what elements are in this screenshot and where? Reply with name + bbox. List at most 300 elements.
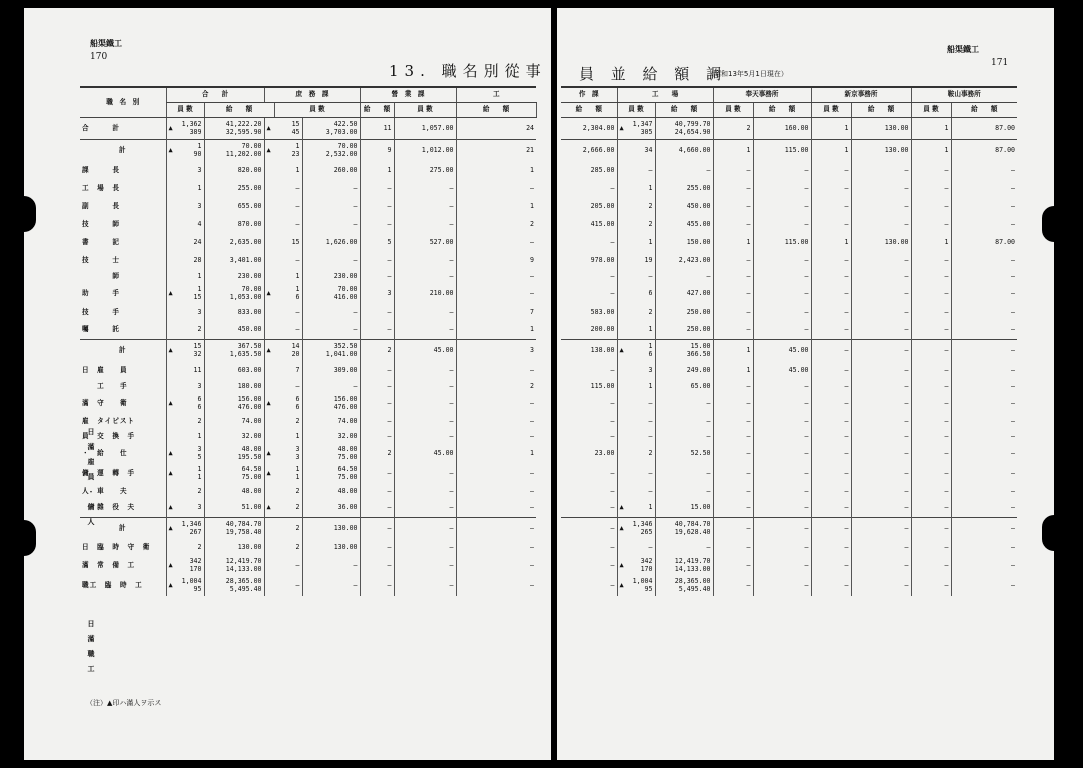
count-cell: — [295, 201, 300, 210]
count-cell: 11 [193, 365, 202, 374]
amount-cell: — [851, 162, 911, 180]
amount-cell: 130.00 [204, 540, 264, 556]
count-cell: 1 6 [295, 284, 300, 301]
amount-cell: — [394, 380, 456, 394]
count-cell: 7 [456, 304, 536, 322]
amount-cell: — [302, 198, 360, 216]
manchurian-marker: ▲ [617, 118, 627, 140]
amount-cell: 48.00 [204, 484, 264, 500]
count-cell: 1 [456, 322, 536, 340]
count-cell: — [295, 219, 300, 228]
left-data-table [80, 86, 536, 596]
count-cell: 28 [193, 255, 202, 264]
count-cell: — [360, 180, 394, 198]
amount-cell: 260.00 [302, 162, 360, 180]
amount-cell: 12,419.70 14,133.00 [655, 556, 713, 576]
amount-cell: — [851, 484, 911, 500]
amount-cell: — [610, 288, 615, 297]
count-cell: — [295, 381, 300, 390]
count-cell: — [456, 234, 536, 252]
group-header-factory: 工 場 [617, 87, 713, 103]
job-title-cell: 計 [80, 140, 166, 162]
group-header-works-dept: 作 課 [561, 87, 617, 103]
manchurian-marker: ▲ [166, 118, 176, 140]
amount-cell: — [851, 540, 911, 556]
table-row [561, 362, 1017, 380]
table-row [561, 322, 1017, 340]
manchurian-marker: ▲ [264, 140, 274, 162]
count-cell: — [648, 398, 653, 407]
amount-cell: 74.00 [302, 414, 360, 430]
table-row [561, 252, 1017, 270]
count-cell: 2 [456, 216, 536, 234]
manchurian-marker [264, 518, 274, 540]
amount-cell: — [951, 464, 1017, 484]
count-cell: — [295, 325, 300, 334]
manchurian-marker: ▲ [264, 118, 274, 140]
count-cell: 2 [197, 542, 202, 551]
amount-cell: 130.00 [851, 140, 911, 162]
table-row [561, 430, 1017, 444]
count-cell: — [360, 198, 394, 216]
page-header: 船渠鐵工 [947, 45, 979, 54]
count-cell: 2 [295, 503, 300, 512]
amount-cell: — [951, 414, 1017, 430]
table-row [561, 270, 1017, 284]
count-cell: 1 [197, 271, 202, 280]
count-cell: 1 [360, 162, 394, 180]
table-row [561, 304, 1017, 322]
amount-cell: — [655, 270, 713, 284]
count-cell: — [811, 414, 851, 430]
count-cell: — [811, 380, 851, 394]
count-cell: — [360, 216, 394, 234]
amount-cell: — [394, 322, 456, 340]
manchurian-marker: ▲ [264, 340, 274, 362]
page-number: 170 [90, 52, 108, 62]
manchurian-marker [264, 322, 274, 340]
amount-cell: — [753, 500, 811, 518]
count-cell: — [648, 271, 653, 280]
table-row [561, 198, 1017, 216]
amount-cell: 130.00 [851, 234, 911, 252]
count-cell: 2 [295, 486, 300, 495]
amount-cell: 52.50 [655, 444, 713, 464]
amount-cell: — [951, 576, 1017, 596]
page-title: 13. 職名別從事 [389, 62, 547, 80]
count-cell: 1,346 265 [627, 518, 655, 540]
amount-cell: 870.00 [204, 216, 264, 234]
count-cell: 2 [360, 340, 394, 362]
count-cell: — [648, 165, 653, 174]
amount-cell: — [302, 380, 360, 394]
amount-cell: — [655, 394, 713, 414]
subheader: 員 數 [911, 103, 951, 118]
table-row [561, 118, 1017, 140]
table-row [80, 518, 536, 540]
manchurian-marker: ▲ [166, 284, 176, 304]
subheader: 給 額 [851, 103, 911, 118]
amount-cell: — [851, 518, 911, 540]
table-row [561, 556, 1017, 576]
amount-cell: 156.00 476.00 [302, 394, 360, 414]
manchurian-marker [264, 234, 274, 252]
amount-cell: — [951, 540, 1017, 556]
manchurian-marker: ▲ [264, 500, 274, 518]
amount-cell: 64.50 75.00 [204, 464, 264, 484]
amount-cell: 87.00 [951, 118, 1017, 140]
side-group-label: 日滿雇員・傭人 [87, 428, 95, 533]
manchurian-marker [166, 430, 176, 444]
table-row [561, 464, 1017, 484]
amount-cell: 87.00 [951, 234, 1017, 252]
amount-cell: 3,401.00 [204, 252, 264, 270]
amount-cell: 1,626.00 [302, 234, 360, 252]
table-row [561, 414, 1017, 430]
count-cell: 2 [295, 542, 300, 551]
group-header-mukden-office: 奉天事務所 [713, 87, 811, 103]
count-cell: — [811, 216, 851, 234]
table-row [80, 180, 536, 198]
job-title-cell: 日 雇 員 [82, 365, 128, 374]
amount-cell: — [951, 304, 1017, 322]
amount-cell: 28,365.00 5,495.40 [655, 576, 713, 596]
binding-tab [12, 520, 36, 556]
count-cell: 3 [360, 284, 394, 304]
amount-cell: — [851, 444, 911, 464]
count-cell: — [295, 183, 300, 192]
amount-cell: — [951, 322, 1017, 340]
amount-cell: 4,660.00 [655, 140, 713, 162]
count-cell: 3 [456, 340, 536, 362]
count-cell: — [456, 500, 536, 518]
manchurian-marker [617, 464, 627, 484]
amount-cell: 655.00 [204, 198, 264, 216]
amount-cell: — [394, 518, 456, 540]
amount-cell: 450.00 [204, 322, 264, 340]
subheader: 給 額 [561, 103, 617, 118]
job-title-cell: 計 [80, 340, 166, 362]
count-cell: — [713, 394, 753, 414]
table-row [80, 234, 536, 252]
manchurian-marker [264, 304, 274, 322]
manchurian-marker [617, 162, 627, 180]
manchurian-marker: ▲ [264, 444, 274, 464]
count-cell: — [911, 380, 951, 394]
amount-cell: — [302, 576, 360, 596]
count-cell: 9 [360, 140, 394, 162]
amount-cell: — [753, 380, 811, 394]
count-cell: 1 [295, 165, 300, 174]
amount-cell: — [655, 162, 713, 180]
count-cell: — [713, 322, 753, 340]
amount-cell: — [302, 216, 360, 234]
count-cell: 1 [911, 234, 951, 252]
count-cell: — [811, 304, 851, 322]
count-cell: 1,346 267 [176, 518, 204, 540]
side-group-label: 日滿職工 [87, 620, 95, 680]
table-row [80, 444, 536, 464]
count-cell: 1,004 95 [181, 576, 202, 593]
count-cell: — [911, 340, 951, 362]
job-title-cell: 職工 臨 時 工 [82, 580, 143, 589]
amount-cell: 51.00 [204, 500, 264, 518]
amount-cell: — [394, 252, 456, 270]
manchurian-marker [264, 270, 274, 284]
count-cell: 1 23 [274, 140, 302, 162]
table-row [80, 270, 536, 284]
manchurian-marker [617, 140, 627, 162]
amount-cell: — [610, 416, 615, 425]
amount-cell: — [753, 162, 811, 180]
table-row [561, 518, 1017, 540]
count-cell: — [713, 484, 753, 500]
count-cell: — [648, 542, 653, 551]
manchurian-marker: ▲ [166, 500, 176, 518]
count-cell: — [911, 394, 951, 414]
count-cell: 9 [456, 252, 536, 270]
count-cell: — [911, 198, 951, 216]
table-row [561, 444, 1017, 464]
amount-cell: — [394, 484, 456, 500]
count-cell: — [648, 486, 653, 495]
count-cell: 1 [713, 340, 753, 362]
subheader: 給 額 [204, 103, 274, 118]
count-cell: 1 [713, 140, 753, 162]
amount-cell: — [951, 270, 1017, 284]
row-header: 職 名 別 [80, 87, 166, 118]
amount-cell: 309.00 [302, 362, 360, 380]
count-cell: — [360, 322, 394, 340]
amount-cell: 45.00 [394, 444, 456, 464]
count-cell: 1,347 305 [627, 118, 655, 140]
count-cell: — [713, 500, 753, 518]
count-cell: — [713, 252, 753, 270]
count-cell: — [811, 394, 851, 414]
amount-cell: 74.00 [204, 414, 264, 430]
count-cell: 1 [197, 183, 202, 192]
group-header-general-affairs: 庶 務 課 [264, 87, 360, 103]
count-cell: — [811, 340, 851, 362]
manchurian-marker [166, 198, 176, 216]
count-cell: — [911, 162, 951, 180]
amount-cell: 250.00 [655, 322, 713, 340]
table-row [80, 216, 536, 234]
manchurian-marker [264, 198, 274, 216]
amount-cell: 45.00 [753, 362, 811, 380]
count-cell: — [360, 500, 394, 518]
manchurian-marker: ▲ [617, 576, 627, 596]
amount-cell: 115.00 [753, 234, 811, 252]
count-cell: — [713, 304, 753, 322]
amount-cell: 87.00 [951, 140, 1017, 162]
count-cell: — [713, 198, 753, 216]
manchurian-marker [166, 304, 176, 322]
amount-cell: 833.00 [204, 304, 264, 322]
job-title-cell: 日 臨 時 守 衛 [82, 542, 151, 551]
count-cell: 1 [811, 234, 851, 252]
amount-cell: — [753, 556, 811, 576]
manchurian-marker: ▲ [617, 518, 627, 540]
count-cell: — [456, 270, 536, 284]
amount-cell: — [951, 362, 1017, 380]
count-cell: 1 [295, 431, 300, 440]
amount-cell: 48.00 75.00 [302, 444, 360, 464]
amount-cell: 583.00 [590, 307, 615, 316]
count-cell: — [456, 540, 536, 556]
subheader: 員 數 [811, 103, 851, 118]
amount-cell: — [610, 503, 615, 512]
table-row [80, 140, 536, 162]
amount-cell: — [610, 542, 615, 551]
amount-cell: — [610, 431, 615, 440]
count-cell: — [648, 416, 653, 425]
count-cell: — [360, 576, 394, 596]
count-cell: — [713, 180, 753, 198]
table-row [80, 322, 536, 340]
count-cell: — [295, 255, 300, 264]
count-cell: — [811, 162, 851, 180]
count-cell: — [811, 540, 851, 556]
count-cell: 6 6 [295, 394, 300, 411]
manchurian-marker [617, 284, 627, 304]
amount-cell: — [302, 556, 360, 576]
count-cell: — [911, 216, 951, 234]
job-title-cell: 雜 役 夫 [82, 503, 136, 512]
count-cell: — [811, 484, 851, 500]
count-cell: — [911, 444, 951, 464]
count-cell: 1 1 [197, 464, 202, 481]
amount-cell: — [951, 518, 1017, 540]
amount-cell: 70.00 1,053.00 [204, 284, 264, 304]
amount-cell: — [753, 322, 811, 340]
count-cell: — [911, 252, 951, 270]
manchurian-marker: ▲ [166, 394, 176, 414]
table-row [80, 198, 536, 216]
manchurian-marker: ▲ [617, 340, 627, 362]
amount-cell: 455.00 [655, 216, 713, 234]
count-cell: — [911, 304, 951, 322]
count-cell: — [713, 464, 753, 484]
right-data-table [561, 86, 1017, 596]
count-cell: 4 [197, 219, 202, 228]
amount-cell: 156.00 476.00 [204, 394, 264, 414]
count-cell: 6 [648, 288, 653, 297]
table-row [80, 556, 536, 576]
count-cell: 3 3 [295, 444, 300, 461]
amount-cell: 32.00 [204, 430, 264, 444]
count-cell: — [360, 540, 394, 556]
amount-cell: — [851, 556, 911, 576]
amount-cell: — [655, 414, 713, 430]
job-title-cell: 計 [80, 518, 166, 540]
count-cell: — [360, 518, 394, 540]
amount-cell: — [655, 484, 713, 500]
table-row [561, 162, 1017, 180]
count-cell: 2 [295, 416, 300, 425]
manchurian-marker: ▲ [264, 464, 274, 484]
amount-cell: — [394, 180, 456, 198]
table-row [561, 234, 1017, 252]
subheader: 給 額 [456, 103, 536, 118]
binding-tab [1042, 206, 1066, 242]
subheader: 員 數 [617, 103, 655, 118]
manchurian-marker [617, 180, 627, 198]
table-row [561, 284, 1017, 304]
amount-cell: — [394, 464, 456, 484]
amount-cell: 160.00 [753, 118, 811, 140]
count-cell: — [811, 556, 851, 576]
amount-cell: 255.00 [655, 180, 713, 198]
count-cell: 1 [648, 325, 653, 334]
job-title-cell: 師 [82, 271, 120, 280]
job-title-cell: 副 長 [82, 201, 120, 210]
count-cell: 2 [648, 219, 653, 228]
count-cell: — [360, 484, 394, 500]
count-cell: 2 [713, 118, 753, 140]
count-cell: 1 [648, 183, 653, 192]
manchurian-marker [617, 444, 627, 464]
amount-cell: — [655, 540, 713, 556]
count-cell: — [713, 414, 753, 430]
job-title-cell: 滿 守 衛 [82, 398, 128, 407]
job-title-cell: 助 手 [82, 288, 120, 297]
amount-cell: — [655, 430, 713, 444]
manchurian-marker: ▲ [166, 576, 176, 596]
table-row [80, 484, 536, 500]
count-cell: — [811, 500, 851, 518]
job-title-cell: 滿 常 備 工 [82, 560, 136, 569]
count-cell: 2 [648, 307, 653, 316]
amount-cell: — [753, 252, 811, 270]
count-cell: 2 [197, 486, 202, 495]
amount-cell: — [851, 394, 911, 414]
manchurian-marker [264, 362, 274, 380]
amount-cell: — [851, 414, 911, 430]
job-title-cell: 工 手 [82, 381, 128, 390]
count-cell: — [811, 180, 851, 198]
count-cell: — [911, 500, 951, 518]
count-cell: 1 [713, 234, 753, 252]
amount-cell: — [394, 198, 456, 216]
amount-cell: 130.00 [302, 518, 360, 540]
count-cell: 1 [648, 503, 653, 512]
amount-cell: — [951, 500, 1017, 518]
manchurian-marker [617, 304, 627, 322]
amount-cell: 45.00 [753, 340, 811, 362]
manchurian-marker [617, 394, 627, 414]
count-cell: — [456, 362, 536, 380]
amount-cell: 210.00 [394, 284, 456, 304]
count-cell: — [456, 484, 536, 500]
count-cell: — [713, 444, 753, 464]
count-cell: — [456, 414, 536, 430]
count-cell: — [456, 284, 536, 304]
group-header-works: 工 [456, 87, 536, 103]
count-cell: 15 32 [176, 340, 204, 362]
job-title-cell: 合 計 [80, 118, 166, 140]
count-cell: 342 170 [640, 556, 653, 573]
count-cell: 6 6 [197, 394, 202, 411]
amount-cell: — [394, 304, 456, 322]
count-cell: 2 [197, 416, 202, 425]
count-cell: 15 45 [274, 118, 302, 140]
table-row [80, 380, 536, 394]
manchurian-marker [166, 484, 176, 500]
manchurian-marker: ▲ [166, 340, 176, 362]
table-row [80, 540, 536, 556]
manchurian-marker [166, 252, 176, 270]
